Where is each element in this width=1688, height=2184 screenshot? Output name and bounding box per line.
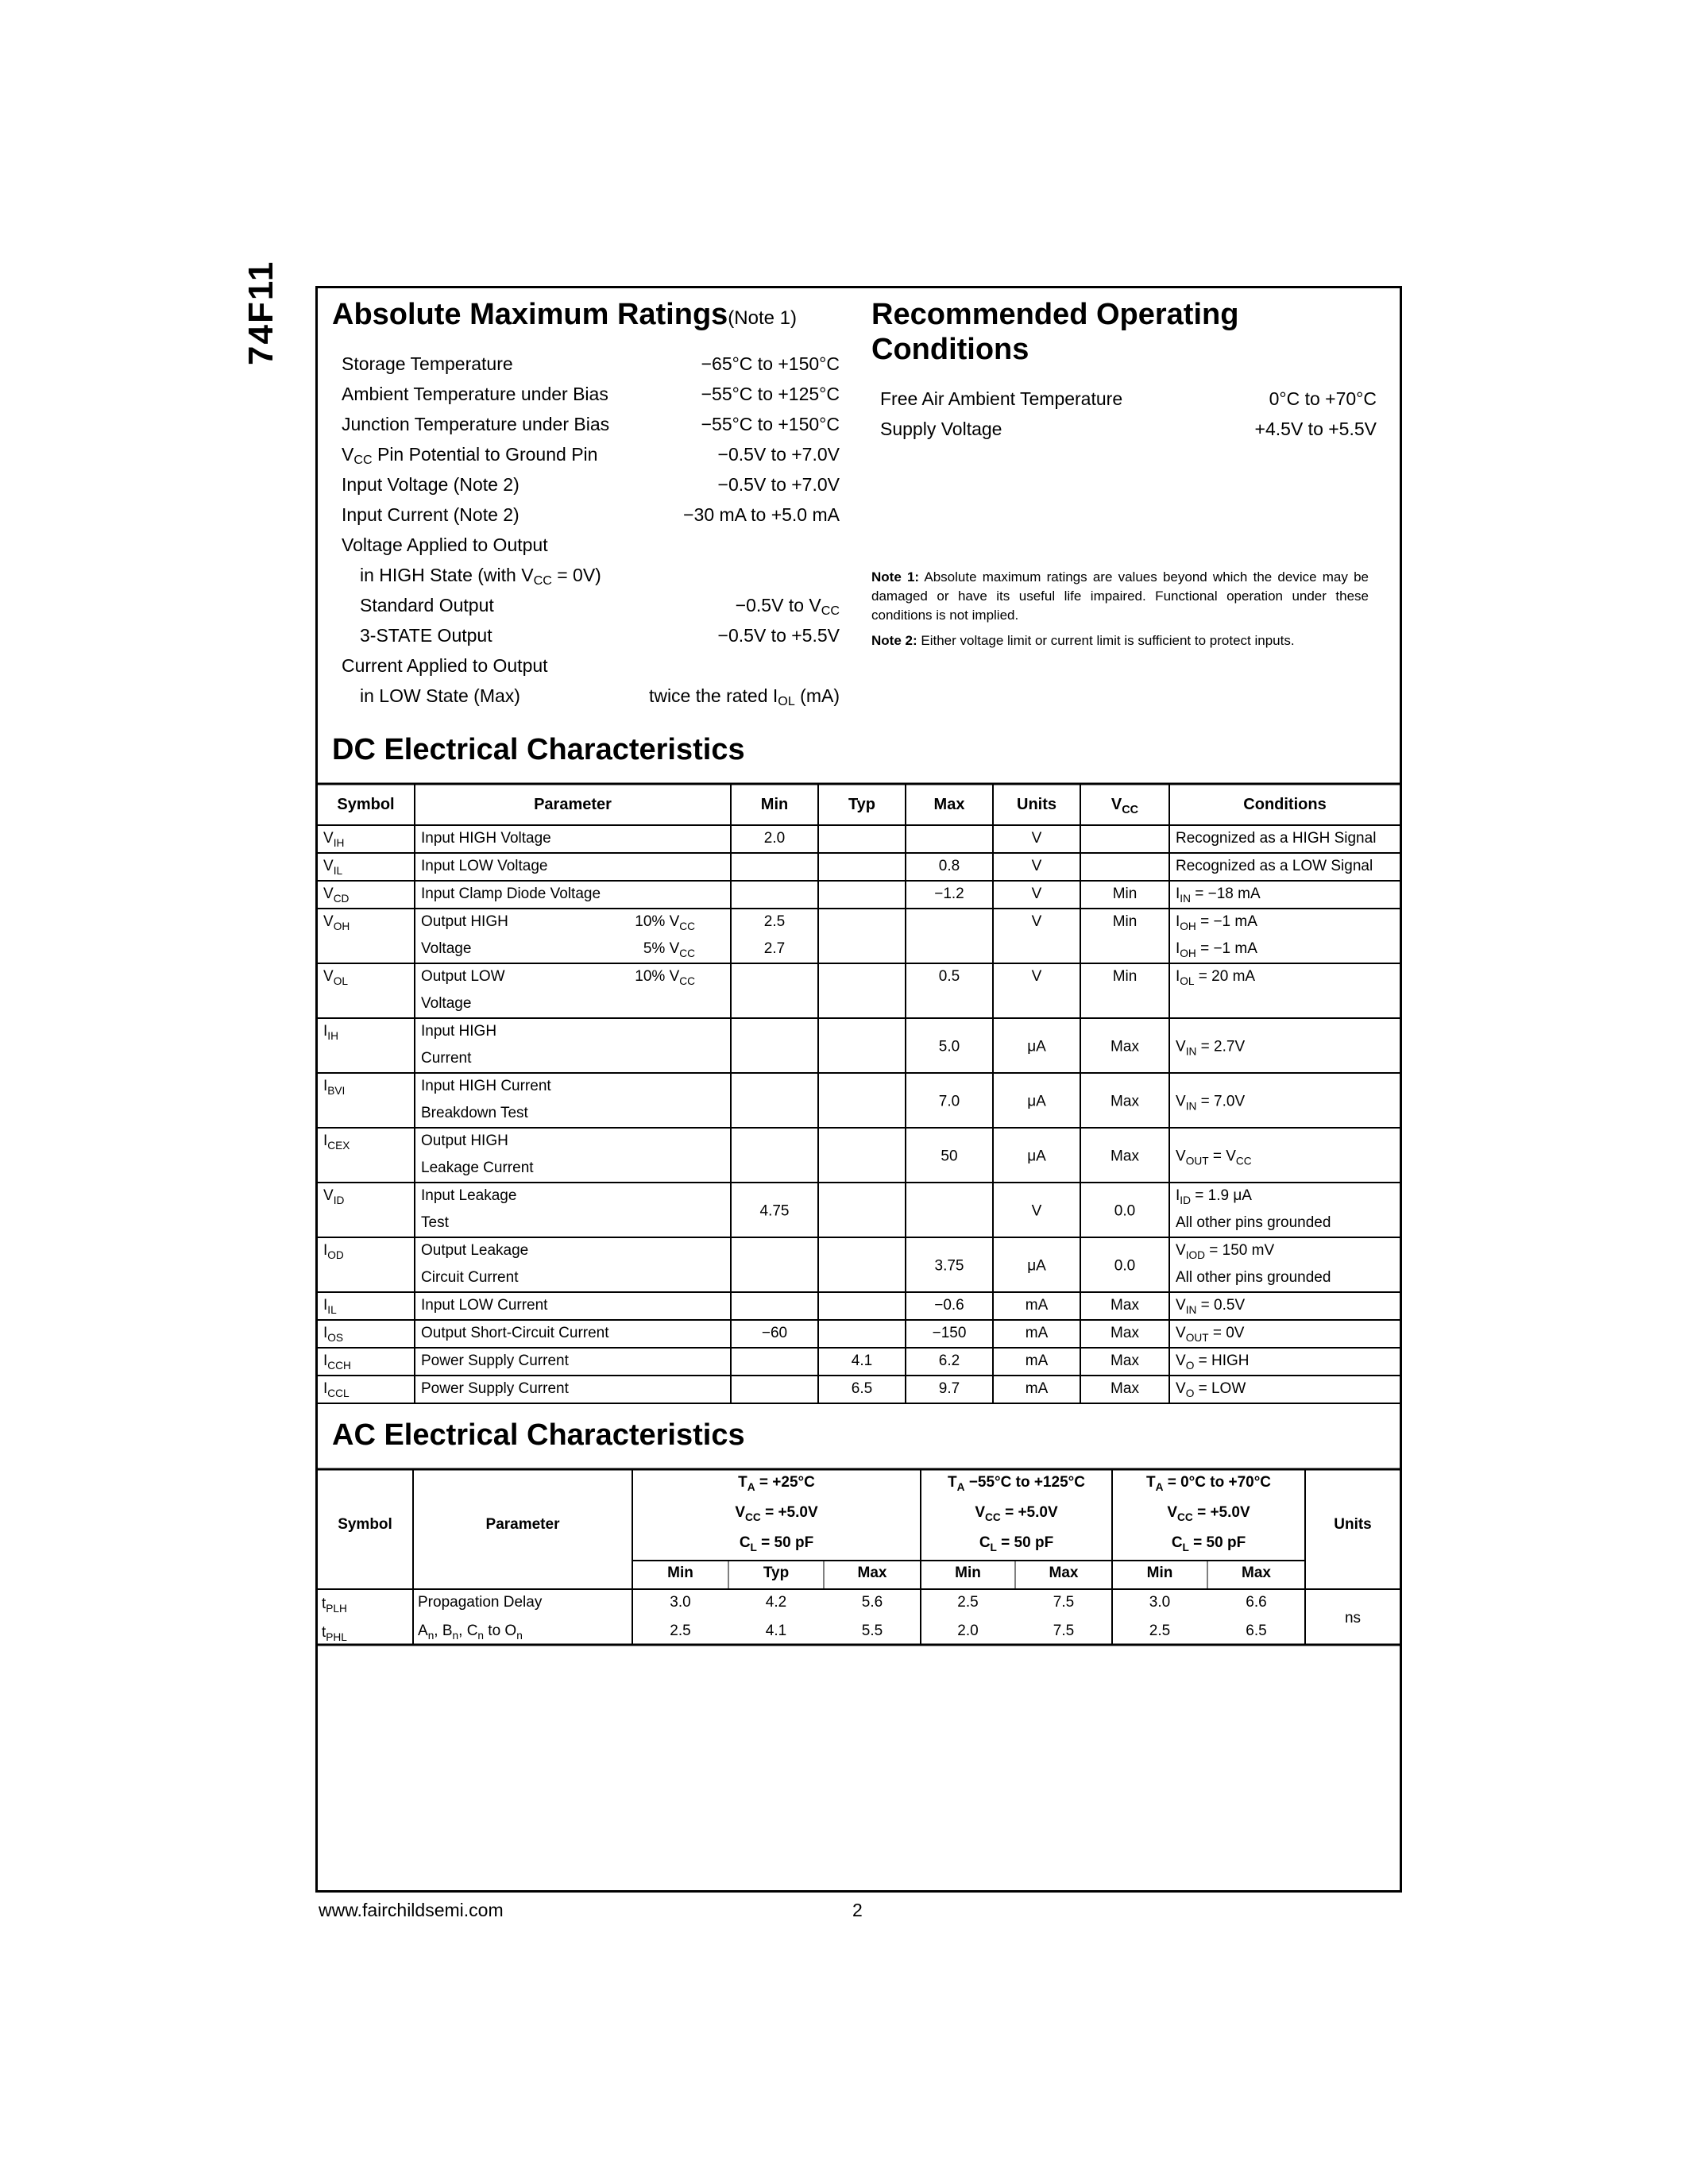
dc-parameter: Output Leakage bbox=[421, 1242, 529, 1259]
dc-condition: $V_{IN} = 2.7V$ bbox=[1176, 1038, 1246, 1058]
abs-max-value: −0.5V to $V_{CC}$ bbox=[735, 595, 840, 619]
dc-condition: $V_O$ = HIGH bbox=[1176, 1352, 1250, 1372]
abs-max-label: Junction Temperature under Bias bbox=[342, 414, 610, 434]
abs-max-value: −0.5V to +5.5V bbox=[717, 625, 840, 646]
dc-header: Max bbox=[933, 796, 965, 813]
page-number: 2 bbox=[852, 1900, 863, 1920]
dc-param-sub: 10% $V_{CC}$ bbox=[635, 968, 695, 987]
ac-symbol-header: Symbol bbox=[338, 1516, 392, 1533]
ac-value: 4.1 bbox=[765, 1623, 787, 1639]
dc-parameter: Input LOW Current bbox=[421, 1297, 548, 1314]
dc-condition: $I_{IN} = -18$ mA bbox=[1176, 886, 1261, 905]
ac-value: 5.6 bbox=[861, 1594, 883, 1611]
dc-symbol: $I_{OS}$ bbox=[323, 1325, 344, 1344]
ac-value: 7.5 bbox=[1053, 1623, 1075, 1639]
abs-max-value: twice the rated $I_{OL}$ (mA) bbox=[648, 685, 840, 709]
dc-units: μA bbox=[1027, 1148, 1046, 1165]
dc-vcc: Max bbox=[1111, 1093, 1139, 1110]
ac-symbol: $t_{PHL}$ bbox=[322, 1624, 347, 1643]
ac-value: 3.0 bbox=[1149, 1594, 1171, 1611]
abs-max-value: −0.5V to +7.0V bbox=[717, 474, 840, 495]
dc-units: V bbox=[1031, 830, 1042, 847]
abs-max-label: Input Voltage (Note 2) bbox=[342, 474, 520, 495]
abs-max-value: −55°C to +150°C bbox=[701, 414, 840, 434]
dc-vcc: Max bbox=[1111, 1297, 1139, 1314]
ac-value: 6.5 bbox=[1246, 1623, 1267, 1639]
dc-units: mA bbox=[1025, 1352, 1049, 1369]
ac-sub-header: Max bbox=[1242, 1565, 1271, 1581]
dc-condition: Recognized as a LOW Signal bbox=[1176, 858, 1373, 874]
dc-condition: $I_{OH} = -1$ mA bbox=[1176, 940, 1257, 959]
dc-vcc: Max bbox=[1111, 1380, 1139, 1397]
dc-header: Units bbox=[1017, 796, 1056, 813]
dc-units: V bbox=[1031, 1202, 1042, 1220]
dc-units: V bbox=[1031, 858, 1042, 874]
dc-condition: All other pins grounded bbox=[1176, 1269, 1331, 1286]
dc-parameter: Power Supply Current bbox=[421, 1380, 569, 1397]
dc-max: 7.0 bbox=[938, 1093, 960, 1110]
rec-op-label: Free Air Ambient Temperature bbox=[880, 388, 1123, 409]
ac-units-value: ns bbox=[1344, 1610, 1362, 1626]
dc-vcc: 0.0 bbox=[1114, 1202, 1136, 1220]
dc-header: $V_{CC}$ bbox=[1111, 796, 1139, 816]
note-2-label: Note 2: bbox=[871, 633, 917, 648]
dc-condition: $I_{ID} = 1.9$ μA bbox=[1176, 1187, 1252, 1206]
dc-min: 2.5 bbox=[763, 913, 786, 930]
dc-symbol: $V_{ID}$ bbox=[323, 1187, 345, 1206]
dc-condition: $V_{IOD} = 150$ mV bbox=[1176, 1242, 1275, 1261]
dc-symbol: $V_{OL}$ bbox=[323, 968, 348, 987]
dc-parameter: Leakage Current bbox=[421, 1160, 534, 1176]
abs-max-label: in LOW State (Max) bbox=[360, 685, 520, 706]
dc-parameter: Circuit Current bbox=[421, 1269, 519, 1286]
ac-sub-header: Typ bbox=[763, 1565, 790, 1581]
abs-max-label: Voltage Applied to Output bbox=[342, 534, 548, 555]
dc-vcc: Min bbox=[1112, 913, 1138, 930]
note-1-text: Absolute maximum ratings are values beyond which the device may be damaged or have its useful life impaired. Functional operation under these conditions is not implied. bbox=[871, 569, 1369, 623]
dc-parameter: Input HIGH Current bbox=[421, 1078, 551, 1094]
abs-max-label: 3-STATE Output bbox=[360, 625, 492, 646]
dc-condition: $I_{OH} = -1$ mA bbox=[1176, 913, 1257, 932]
dc-units: V bbox=[1031, 968, 1042, 985]
dc-parameter: Current bbox=[421, 1050, 472, 1067]
dc-symbol: $V_{IL}$ bbox=[323, 858, 343, 877]
ac-value: 7.5 bbox=[1053, 1594, 1075, 1611]
ac-sub-header: Min bbox=[1146, 1565, 1173, 1581]
dc-min: 4.75 bbox=[759, 1202, 790, 1220]
dc-param-sub: 10% $V_{CC}$ bbox=[635, 913, 695, 932]
dc-parameter: Output HIGH bbox=[421, 1133, 508, 1149]
ac-value: 2.5 bbox=[957, 1594, 979, 1611]
ac-sub-header: Max bbox=[857, 1565, 887, 1581]
dc-vcc: Min bbox=[1112, 886, 1138, 902]
ac-value: 2.0 bbox=[957, 1623, 979, 1639]
dc-parameter: Voltage bbox=[421, 940, 472, 957]
dc-condition: $V_{IN} = 0.5V$ bbox=[1176, 1297, 1246, 1316]
dc-typ: 6.5 bbox=[851, 1380, 873, 1397]
dc-condition: All other pins grounded bbox=[1176, 1214, 1331, 1231]
ac-group-condition: $T_A -55^\circ C$ to +125°C bbox=[948, 1474, 1085, 1493]
dc-max: 9.7 bbox=[938, 1380, 960, 1397]
dc-header: Typ bbox=[848, 796, 876, 813]
dc-symbol: $V_{CD}$ bbox=[323, 886, 350, 905]
dc-parameter: Input LOW Voltage bbox=[421, 858, 548, 874]
dc-max: −1.2 bbox=[934, 886, 964, 902]
ac-group-condition: $T_A = 0^\circ C$ to +70°C bbox=[1145, 1474, 1272, 1493]
dc-symbol: $I_{CCL}$ bbox=[323, 1380, 350, 1399]
ac-sub-header: Min bbox=[955, 1565, 981, 1581]
dc-units: mA bbox=[1025, 1325, 1049, 1341]
dc-min: 2.7 bbox=[763, 940, 786, 957]
dc-vcc: Max bbox=[1111, 1148, 1139, 1165]
abs-max-label: Standard Output bbox=[360, 595, 494, 615]
abs-max-value: −65°C to +150°C bbox=[701, 353, 840, 374]
dc-header: Symbol bbox=[337, 796, 395, 813]
ac-value: 6.6 bbox=[1246, 1594, 1267, 1611]
dc-typ: 4.1 bbox=[851, 1352, 873, 1369]
ac-group-condition: $C_L = 50$ pF bbox=[979, 1534, 1054, 1553]
abs-max-value: −55°C to +125°C bbox=[701, 384, 840, 404]
ac-symbol: $t_{PLH}$ bbox=[322, 1596, 347, 1615]
abs-max-title-note: (Note 1) bbox=[728, 307, 797, 329]
dc-symbol: $I_{BVI}$ bbox=[323, 1078, 346, 1097]
dc-max: 5.0 bbox=[938, 1038, 960, 1055]
ac-parameter-header: Parameter bbox=[485, 1516, 560, 1533]
rec-op-title-1: Recommended Operating bbox=[871, 298, 1239, 331]
dc-max: −0.6 bbox=[934, 1297, 964, 1314]
dc-condition: $V_{IN} = 7.0V$ bbox=[1176, 1093, 1246, 1113]
ac-value: 4.2 bbox=[765, 1594, 787, 1611]
dc-vcc: Max bbox=[1111, 1325, 1139, 1341]
dc-vcc: 0.0 bbox=[1114, 1257, 1136, 1275]
dc-parameter: Input HIGH Voltage bbox=[421, 830, 551, 847]
abs-max-label: Current Applied to Output bbox=[342, 655, 548, 676]
ac-sub-header: Max bbox=[1049, 1565, 1079, 1581]
note-1-label: Note 1: bbox=[871, 569, 920, 585]
dc-parameter: Breakdown Test bbox=[421, 1105, 528, 1121]
ac-group-condition: $V_{CC} = +5.0V$ bbox=[975, 1504, 1058, 1523]
dc-symbol: $V_{OH}$ bbox=[323, 913, 350, 932]
ac-value: 2.5 bbox=[670, 1623, 691, 1639]
abs-max-label: in HIGH State (with $V_{CC} = 0V$) bbox=[360, 565, 601, 588]
dc-parameter: Test bbox=[421, 1214, 449, 1231]
dc-condition: $I_{OL} = 20$ mA bbox=[1176, 968, 1256, 987]
dc-min: 2.0 bbox=[763, 830, 786, 847]
abs-max-value: −30 mA to +5.0 mA bbox=[683, 504, 840, 525]
ac-group-condition: $C_L = 50$ pF bbox=[1171, 1534, 1246, 1553]
dc-header: Parameter bbox=[534, 796, 612, 813]
dc-vcc: Min bbox=[1112, 968, 1138, 985]
dc-max: −150 bbox=[932, 1325, 967, 1341]
dc-units: mA bbox=[1025, 1297, 1049, 1314]
ac-group-condition: $V_{CC} = +5.0V$ bbox=[1167, 1504, 1250, 1523]
part-number-side-label: 74F11 bbox=[241, 260, 280, 365]
dc-header: Conditions bbox=[1243, 796, 1327, 813]
dc-units: μA bbox=[1027, 1257, 1046, 1275]
dc-condition: $V_{OUT} = 0V$ bbox=[1176, 1325, 1245, 1344]
dc-header: Min bbox=[760, 796, 789, 813]
dc-parameter: Input Leakage bbox=[421, 1187, 517, 1204]
dc-symbol: $I_{IH}$ bbox=[323, 1023, 338, 1042]
dc-parameter: Power Supply Current bbox=[421, 1352, 569, 1369]
abs-max-label: $V_{CC}$ Pin Potential to Ground Pin bbox=[342, 444, 598, 468]
dc-condition: $V_{OUT} = V_{CC}$ bbox=[1176, 1148, 1252, 1167]
footer-url[interactable]: www.fairchildsemi.com bbox=[319, 1900, 504, 1920]
dc-parameter: Input HIGH bbox=[421, 1023, 497, 1040]
dc-symbol: $I_{OD}$ bbox=[323, 1242, 344, 1261]
abs-max-value: −0.5V to +7.0V bbox=[717, 444, 840, 465]
dc-parameter: Output HIGH bbox=[421, 913, 508, 930]
dc-min: −60 bbox=[761, 1325, 788, 1341]
dc-symbol: $I_{CCH}$ bbox=[323, 1352, 351, 1372]
dc-max: 3.75 bbox=[934, 1257, 964, 1275]
ac-parameter: $A_n$, $B_n$, $C_n$ to $O_n$ bbox=[418, 1623, 523, 1642]
dc-parameter: Input Clamp Diode Voltage bbox=[421, 886, 601, 902]
dc-max: 0.5 bbox=[938, 968, 960, 985]
dc-max: 50 bbox=[941, 1148, 958, 1165]
rec-op-title-2: Conditions bbox=[871, 333, 1029, 366]
dc-units: V bbox=[1031, 913, 1042, 930]
ac-value: 2.5 bbox=[1149, 1623, 1171, 1639]
dc-symbol: $I_{CEX}$ bbox=[323, 1133, 350, 1152]
dc-units: V bbox=[1031, 886, 1042, 902]
dc-condition: $V_O$ = LOW bbox=[1176, 1380, 1246, 1399]
dc-units: μA bbox=[1027, 1038, 1046, 1055]
dc-max: 0.8 bbox=[938, 858, 960, 874]
ac-units-header: Units bbox=[1334, 1516, 1372, 1533]
rec-op-value: +4.5V to +5.5V bbox=[1254, 419, 1377, 439]
ac-group-condition: $C_L = 50$ pF bbox=[739, 1534, 814, 1553]
abs-max-title-text: Absolute Maximum Ratings bbox=[332, 298, 728, 331]
dc-parameter: Voltage bbox=[421, 995, 472, 1012]
note-2-text: Either voltage limit or current limit is sufficient to protect inputs. bbox=[921, 633, 1295, 648]
dc-condition: Recognized as a HIGH Signal bbox=[1176, 830, 1377, 847]
dc-units: μA bbox=[1027, 1093, 1046, 1110]
ac-group-condition: $T_A = +25^\circ C$ bbox=[738, 1474, 815, 1493]
abs-max-label: Input Current (Note 2) bbox=[342, 504, 520, 525]
dc-vcc: Max bbox=[1111, 1352, 1139, 1369]
dc-max: 6.2 bbox=[938, 1352, 960, 1369]
ac-value: 5.5 bbox=[861, 1623, 883, 1639]
ac-parameter: Propagation Delay bbox=[418, 1594, 543, 1611]
ac-group-condition: $V_{CC} = +5.0V$ bbox=[735, 1504, 818, 1523]
rec-op-label: Supply Voltage bbox=[880, 419, 1002, 439]
ac-sub-header: Min bbox=[667, 1565, 693, 1581]
ac-title: AC Electrical Characteristics bbox=[332, 1418, 745, 1452]
ac-value: 3.0 bbox=[670, 1594, 691, 1611]
abs-max-label: Ambient Temperature under Bias bbox=[342, 384, 608, 404]
rec-op-value: 0°C to +70°C bbox=[1269, 388, 1377, 409]
dc-param-sub: 5% $V_{CC}$ bbox=[643, 940, 695, 959]
dc-parameter: Output LOW bbox=[421, 968, 505, 985]
dc-units: mA bbox=[1025, 1380, 1049, 1397]
dc-parameter: Output Short-Circuit Current bbox=[421, 1325, 609, 1341]
dc-symbol: $V_{IH}$ bbox=[323, 830, 345, 849]
dc-vcc: Max bbox=[1111, 1038, 1139, 1055]
dc-symbol: $I_{IL}$ bbox=[323, 1297, 337, 1316]
dc-title: DC Electrical Characteristics bbox=[332, 733, 745, 766]
abs-max-label: Storage Temperature bbox=[342, 353, 513, 374]
